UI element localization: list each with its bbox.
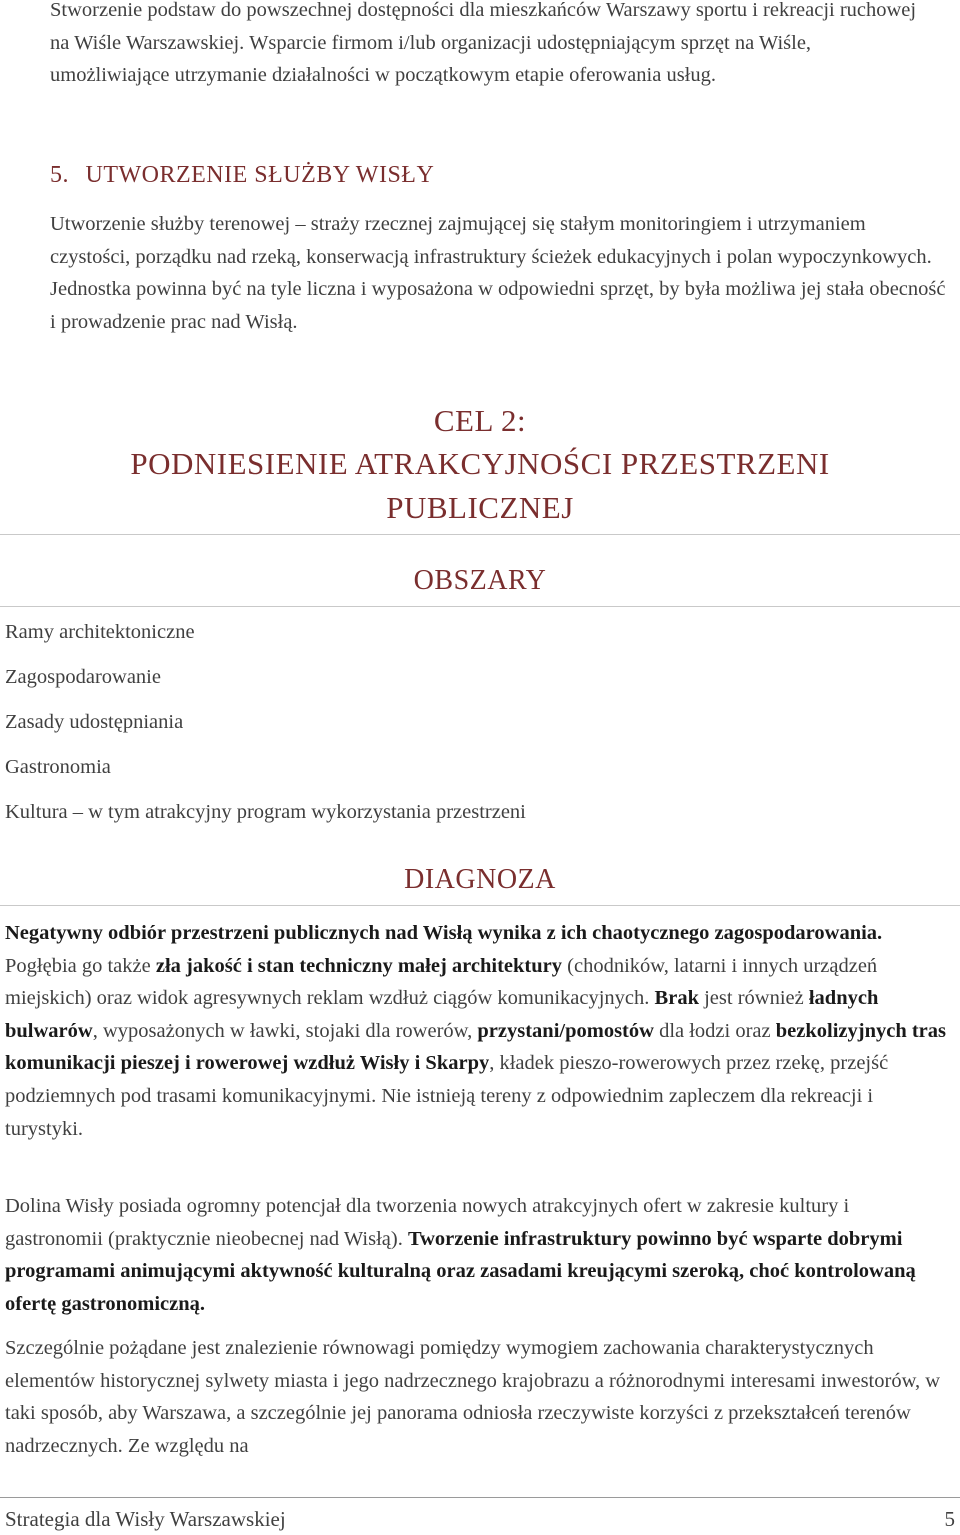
diagnosis-paragraph-3: Szczególnie pożądane jest znalezienie równowagi pomiędzy wymogiem zachowania charakterystycznych elementów historycznej sylwety miasta i jego nadrzecznego krajobrazu a różnorodnymi interesami inwestorów, w taki sposób, aby Warszawa, a szczególnie jej panorama odniosła rzeczywiste korzyści z przekształceń terenów nadrzecznych. Ze względu na: [5, 1337, 941, 1457]
areas-heading: OBSZARY: [413, 565, 547, 596]
diagnosis-paragraph-2: Dolina Wisły posiada ogromny potencjał dla tworzenia nowych atrakcyjnych ofert w zakresie kultury i gastronomii (praktycznie nieobecnej nad Wisłą). Tworzenie infrastruktury powinno być wsparte dobrymi programami animującymi aktywność kulturalną oraz zasadami kreującymi szeroką, choć kontrolowaną ofertę gastronomiczną.: [5, 1195, 916, 1315]
section-heading: [50, 162, 434, 189]
bold-text: zła jakość i stan techniczny małej architektury: [155, 954, 563, 977]
bold-text: Brak: [654, 987, 699, 1010]
list-item: Kultura – w tym atrakcyjny program wykorzystania przestrzeni: [5, 801, 526, 823]
goal-title-line2: PUBLICZNEJ: [386, 490, 574, 525]
list-item: Gastronomia: [5, 756, 111, 778]
diagnosis-divider: [0, 905, 960, 906]
goal-label: CEL 2:: [433, 403, 527, 438]
section-number: 5.: [50, 162, 69, 188]
section-title: UTWORZENIE SŁUŻBY WISŁY: [85, 162, 435, 188]
list-item: Ramy architektoniczne: [5, 621, 195, 643]
diagnosis-heading: DIAGNOZA: [404, 864, 556, 895]
diagnosis-paragraph-1: Negatywny odbiór przestrzeni publicznych nad Wisłą wynika z ich chaotycznego zagospodarowania. Pogłębia go także zła jakość i stan techniczny małej architektury (chodników, latarni i innych urządzeń miejskich) oraz widok agresywnych reklam wzdłuż ciągów komunikacyjnych. Brak jest również ładnych bulwarów, wyposażonych w ławki, stojaki dla rowerów, przystani/pomostów dla łodzi oraz bezkolizyjnych tras komunikacji pieszej i rowerowej wzdłuż Wisły i Skarpy, kładek pieszo-rowerowych przez rzekę, przejść podziemnych pod trasami komunikacyjnymi. Nie istnieją tereny z odpowiednim zapleczem dla rekreacji i turystyki.: [5, 922, 946, 1140]
footer-divider: [0, 1497, 960, 1498]
footer-title: Strategia dla Wisły Warszawskiej: [5, 1507, 286, 1531]
bold-text: ładnych bulwarów: [5, 987, 879, 1042]
intro-paragraph: Stworzenie podstaw do powszechnej dostępności dla mieszkańców Warszawy sportu i rekreacji ruchowej na Wiśle Warszawskiej. Wsparcie firmom i/lub organizacji udostępniającym sprzęt na Wiśle, umożliwiające utrzymanie działalności w początkowym etapie oferowania usług.: [50, 0, 917, 87]
bold-text: bezkolizyjnych tras komunikacji pieszej i rowerowej wzdłuż Wisły i Skarpy: [5, 1019, 946, 1075]
bold-text: Negatywny odbiór przestrzeni publicznych nad Wisłą wynika z ich chaotycznego zagospodarowania.: [5, 922, 883, 944]
section-paragraph: Utworzenie służby terenowej – straży rzecznej zajmującej się stałym monitoringiem i utrzymaniem czystości, porządku nad rzeką, konserwacją infrastruktury ścieżek edukacyjnych i polan wypoczynkowych. Jednostka powinna być na tyle liczna i wyposażona w odpowiedni sprzęt, by była możliwa jej stała obecność i prowadzenie prac nad Wisłą.: [50, 213, 946, 333]
bold-text: Tworzenie infrastruktury powinno być wsparte dobrymi programami animującymi aktywność kulturalną oraz zasadami kreującymi szeroką, choć kontrolowaną ofertę gastronomiczną.: [5, 1227, 916, 1315]
page-number: 5: [944, 1507, 955, 1531]
bold-text: przystani/pomostów: [477, 1019, 654, 1042]
goal-divider: [0, 534, 960, 535]
list-item: Zagospodarowanie: [5, 666, 161, 688]
goal-title-line1: PODNIESIENIE ATRAKCYJNOŚCI PRZESTRZENI: [130, 446, 830, 481]
areas-divider: [0, 606, 960, 607]
list-item: Zasady udostępniania: [5, 711, 184, 733]
